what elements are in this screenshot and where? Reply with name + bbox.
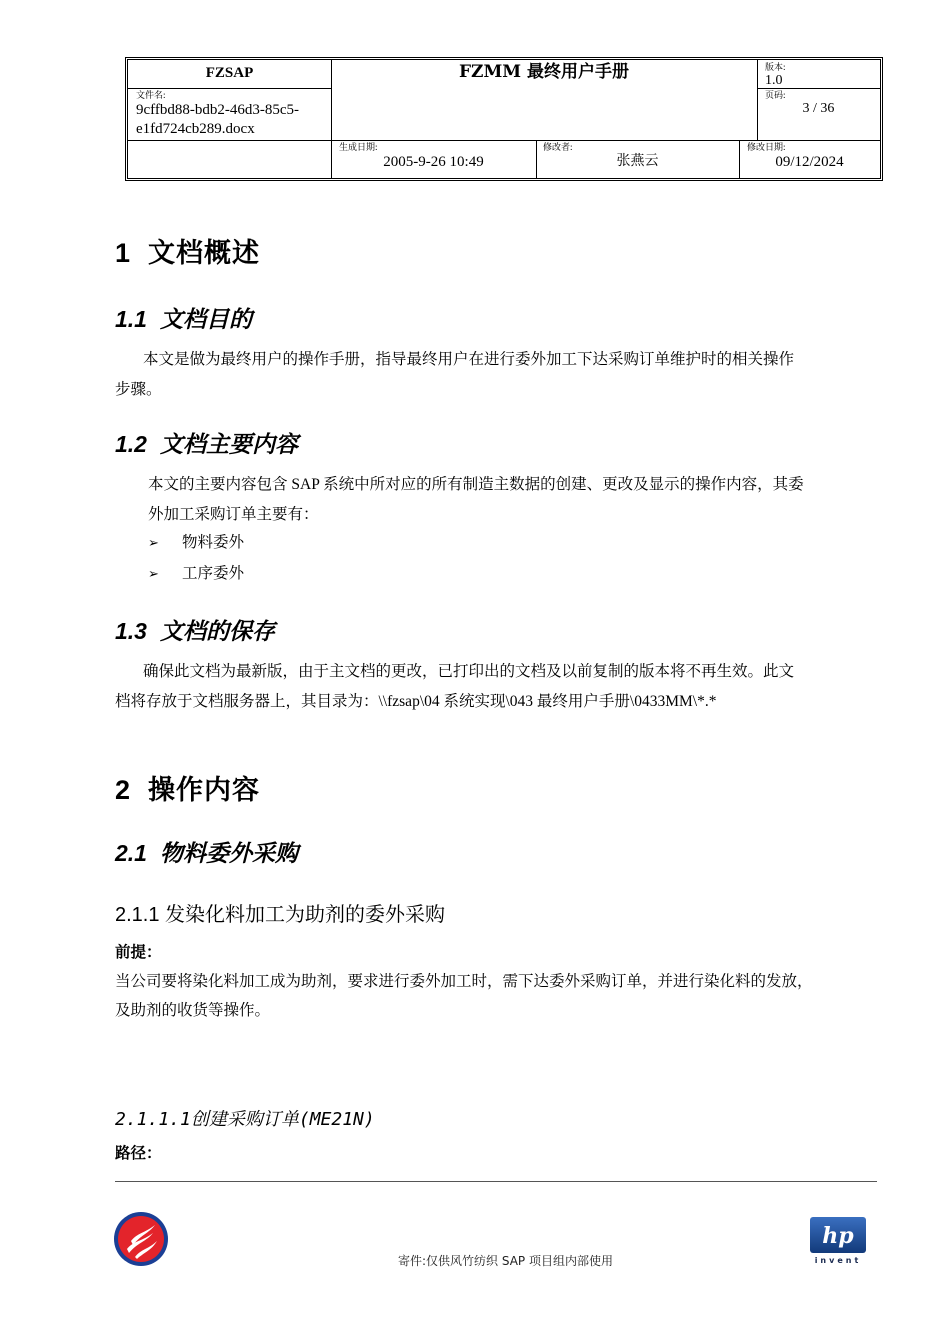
paragraph-storage-line-2: 档将存放于文档服务器上，其目录为：\\fzsap\04 系统实现\043 最终用户手册\0433MM\*.* <box>115 693 717 710</box>
heading-text: 文档概述 <box>148 238 260 268</box>
paragraph-storage-line-1: 确保此文档为最新版，由于主文档的更改，已打印出的文档及以前复制的版本将不再生效。此文 <box>143 663 795 680</box>
footer-text: 寄件:仅供风竹纺织 SAP 项目组内部使用 <box>398 1254 613 1268</box>
footer-divider <box>115 1181 877 1182</box>
bullet-arrow-icon: ➢ <box>148 536 159 551</box>
list-item <box>148 563 244 586</box>
list-item-text: 物料委外 <box>182 534 245 551</box>
hp-logo-icon <box>809 1216 867 1254</box>
modifier-label: 修改者: <box>543 142 573 152</box>
heading-section-2 <box>115 768 260 807</box>
path-label: 路径： <box>115 1145 162 1162</box>
heading-number: 1.2 <box>115 431 147 457</box>
company-logo-icon <box>113 1211 169 1267</box>
heading-section-1-1 <box>115 301 252 334</box>
paragraph-content-line-1: 本文的主要内容包含 SAP 系统中所对应的所有制造主数据的创建、更改及显示的操作内容，其委 <box>148 476 804 493</box>
version-label: 版本: <box>765 62 786 72</box>
paragraph-premise-line-1: 当公司要将染化料加工成为助剂，要求进行委外加工时，需下达委外采购订单，并进行染化料的发放， <box>115 973 813 990</box>
premise-label: 前提： <box>115 944 162 961</box>
filename-label: 文件名: <box>136 90 166 100</box>
paragraph-purpose-line-2: 步骤。 <box>115 381 162 398</box>
filename-line-2: e1fd724cb289.docx <box>136 121 255 137</box>
heading-number: 1.3 <box>115 618 147 644</box>
heading-text: 操作内容 <box>148 775 260 805</box>
hp-mark: hp <box>822 1223 854 1249</box>
heading-text: 文档的保存 <box>160 618 275 644</box>
hp-invent-text: invent <box>814 1256 862 1265</box>
heading-number: 1.1 <box>115 306 147 332</box>
paragraph-content-line-2: 外加工采购订单主要有： <box>148 506 319 523</box>
modified-label: 修改日期: <box>747 142 786 152</box>
heading-text: 文档主要内容 <box>160 431 298 457</box>
version-value: 1.0 <box>765 73 783 88</box>
paragraph-premise-line-2: 及助剂的收货等操作。 <box>115 1002 271 1019</box>
list-item <box>148 532 244 555</box>
heading-section-1-3 <box>115 613 275 646</box>
created-date: 2005-9-26 10:49 <box>383 154 484 170</box>
header-divider <box>128 140 880 141</box>
header-title: FZMM 最终用户手册 <box>458 62 630 82</box>
document-header-table <box>125 57 883 181</box>
heading-text: 物料委外采购 <box>160 840 298 866</box>
heading-section-2-1 <box>115 835 298 868</box>
heading-section-1 <box>115 231 260 270</box>
created-label: 生成日期: <box>339 142 378 152</box>
page-number: 3 / 36 <box>802 101 835 116</box>
heading-number: 2.1 <box>115 840 147 866</box>
modifier-name: 张燕云 <box>616 153 659 169</box>
heading-section-2-1-1: 2.1.1 发染化料加工为助剂的委外采购 <box>115 904 446 926</box>
modified-date: 09/12/2024 <box>775 154 844 170</box>
page-label: 页码: <box>765 90 786 100</box>
heading-section-2-1-1-1: 2.1.1.1创建采购订单(ME21N) <box>115 1109 375 1130</box>
filename-line-1: 9cffbd88-bdb2-46d3-85c5- <box>136 102 300 118</box>
hp-invent-logo <box>809 1216 867 1268</box>
heading-number: 1 <box>115 238 132 268</box>
heading-text: 文档目的 <box>160 306 252 332</box>
bullet-arrow-icon: ➢ <box>148 567 159 582</box>
header-divider <box>128 88 331 89</box>
heading-number: 2 <box>115 775 132 805</box>
list-item-text: 工序委外 <box>182 565 245 582</box>
paragraph-purpose-line-1: 本文是做为最终用户的操作手册，指导最终用户在进行委外加工下达采购订单维护时的相关操作 <box>143 351 795 368</box>
header-company: FZSAP <box>205 65 254 81</box>
heading-section-1-2 <box>115 426 298 459</box>
